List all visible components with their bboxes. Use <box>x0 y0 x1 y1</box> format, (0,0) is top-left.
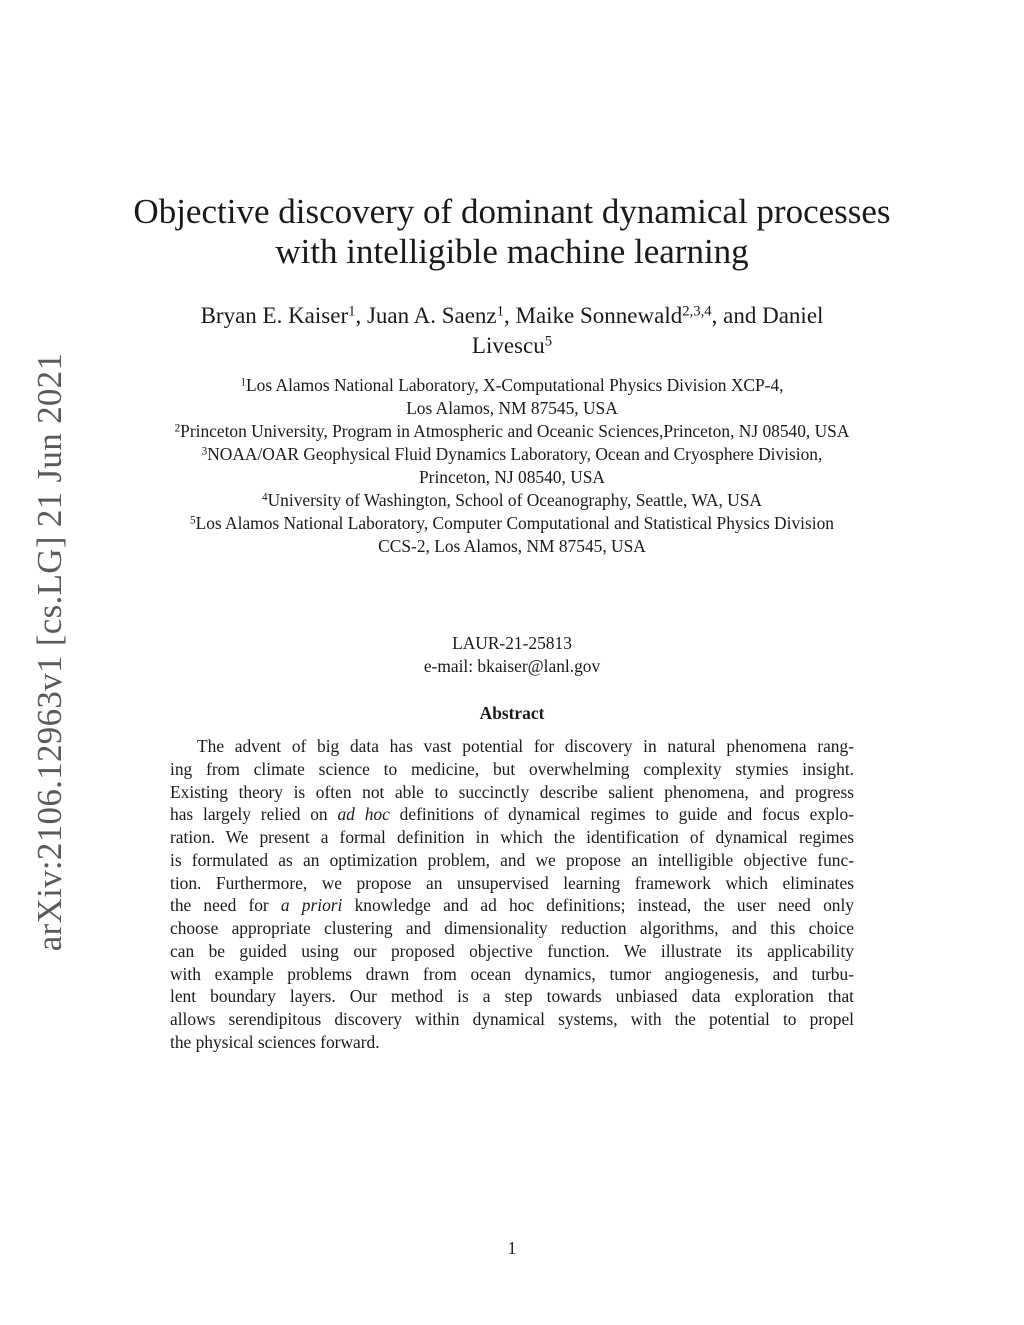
affiliation-line <box>0 374 1024 397</box>
affiliation-text: Princeton, NJ 08540, USA <box>419 467 605 487</box>
abstract-line: Existing theory is often not able to succinctly describe salient phenomena, and progress <box>170 781 854 802</box>
abstract-italic-text: a priori <box>280 895 343 916</box>
title-line-1: Objective discovery of dominant dynamical processes <box>133 192 891 231</box>
author-affiliation-mark: 2,3,4 <box>682 303 712 320</box>
arxiv-identifier-stamp: arXiv:2106.12963v1 [cs.LG] 21 Jun 2021 <box>30 352 69 952</box>
abstract-line: allows serendipitous discovery within dynamical systems, with the potential to propel <box>170 1009 854 1029</box>
report-info <box>0 632 1024 678</box>
affiliation-line <box>0 512 1024 535</box>
affiliation-line <box>0 443 1024 466</box>
affiliation-text: Los Alamos, NM 87545, USA <box>406 398 618 418</box>
contact-email: e-mail: bkaiser@lanl.gov <box>423 656 601 676</box>
affiliation-mark: 3 <box>201 445 208 458</box>
abstract-text: definitions of dynamical regimes to guide and focus explo- <box>399 804 855 825</box>
affiliation-text: Princeton University, Program in Atmospheric and Oceanic Sciences,Princeton, NJ 08540, USA <box>180 421 850 441</box>
affiliation-text: University of Washington, School of Oceanography, Seattle, WA, USA <box>267 490 762 510</box>
affiliation-mark: 5 <box>190 514 196 527</box>
abstract-line: ration. We present a formal definition in which the identification of dynamical regimes <box>170 827 854 847</box>
author-name: , and Daniel <box>711 303 824 328</box>
affiliation-mark: 2 <box>174 422 181 435</box>
abstract-line <box>170 803 854 826</box>
abstract-text: knowledge and ad hoc definitions; instead, the user need only <box>354 895 854 916</box>
abstract-line: with example problems drawn from ocean dynamics, tumor angiogenesis, and turbu- <box>170 963 854 984</box>
abstract-line: can be guided using our proposed objective function. We illustrate its applicability <box>170 940 854 961</box>
author-line-2 <box>0 331 1024 361</box>
affiliation-text: Los Alamos National Laboratory, X-Computational Physics Division XCP-4, <box>246 375 784 395</box>
abstract-text: has largely relied on <box>170 804 328 825</box>
abstract-body <box>170 735 854 1054</box>
abstract-line: choose appropriate clustering and dimensionality reduction algorithms, and this choice <box>170 918 854 938</box>
author-list <box>0 301 1024 361</box>
affiliation-line <box>0 466 1024 489</box>
affiliation-list <box>0 374 1024 558</box>
title-line-2: with intelligible machine learning <box>275 232 749 271</box>
author-name: Livescu <box>471 333 545 358</box>
affiliation-mark: 4 <box>262 491 268 504</box>
affiliation-text: NOAA/OAR Geophysical Fluid Dynamics Laboratory, Ocean and Cryosphere Division, <box>207 444 823 464</box>
author-name: , Maike Sonnewald <box>504 303 683 328</box>
author-affiliation-mark: 1 <box>348 303 356 320</box>
affiliation-line <box>0 397 1024 420</box>
author-name: Bryan E. Kaiser <box>200 303 349 328</box>
affiliation-line <box>0 489 1024 512</box>
affiliation-text: Los Alamos National Laboratory, Computer Computational and Statistical Physics Division <box>195 513 834 533</box>
affiliation-line <box>0 420 1024 443</box>
affiliation-mark: 1 <box>240 376 247 389</box>
abstract-line: tion. Furthermore, we propose an unsupervised learning framework which eliminates <box>170 872 854 893</box>
paper-title <box>0 192 1024 272</box>
abstract-line: the physical sciences forward. <box>170 1031 380 1052</box>
author-affiliation-mark: 1 <box>496 303 504 320</box>
report-number: LAUR-21-25813 <box>452 633 572 653</box>
affiliation-line <box>0 535 1024 558</box>
affiliation-text: CCS-2, Los Alamos, NM 87545, USA <box>378 536 646 556</box>
author-affiliation-mark: 5 <box>544 333 553 350</box>
abstract-text: the need for <box>170 895 269 916</box>
abstract-heading: Abstract <box>479 703 545 723</box>
abstract-line <box>170 894 854 917</box>
page-number: 1 <box>507 1238 517 1258</box>
author-line-1 <box>0 301 1024 331</box>
abstract-line: The advent of big data has vast potential for discovery in natural phenomena rang- <box>197 736 854 756</box>
abstract-line: lent boundary layers. Our method is a step towards unbiased data exploration that <box>170 986 854 1007</box>
author-name: , Juan A. Saenz <box>355 303 497 328</box>
abstract-line: is formulated as an optimization problem, and we propose an intelligible objective func- <box>170 849 854 870</box>
abstract-italic-text: ad hoc <box>337 804 390 825</box>
abstract-line: ing from climate science to medicine, but overwhelming complexity stymies insight. <box>170 758 854 779</box>
